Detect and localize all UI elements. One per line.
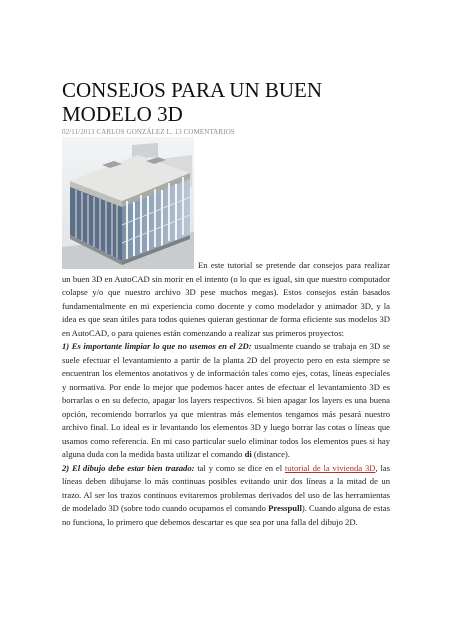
tip-2-text-c: ). Cuando alguna de estas no funciona, lo primero que debemos descartar es que sea por una falla del dibujo 2D.	[62, 503, 390, 527]
building-render-graphic	[62, 137, 194, 269]
tip-1-text: usualmente cuando se trabaja en 3D se suele efectuar el levantamiento a partir de la planta 2D del proyecto pero en esta siempre se encuentran los elementos anotativos y de información tales como ejes, cotas, líneas especiales y normativa. Por ende lo mejor que podemos hacer antes de efectuar el levantamiento 3D es borrarlas o en su defecto, apagar los layers respectivos. Si bien apagar los layers es una buena opción, recomiendo borrarlos ya que mientras más elementos tengamos más pesará nuestro archivo final. Lo ideal es ir levantando los elementos 3D y luego borrar las cotas o líneas que usamos como referencia. En mi caso particular suelo eliminar todos los elementos pues si hay alguna duda con la medida basta utilizar el comando	[62, 341, 390, 459]
tip-2-text-b: , las líneas deben dibujarse lo más continuas posibles evitando unir dos líneas a la mitad de un trazo. Al ser los trazos continuos evitaremos problemas derivados del uso de las herramientas de modelado 3D (sobre todo cuando ocupamos el comando	[62, 462, 390, 513]
tip-2-command: Presspull	[268, 503, 302, 513]
article-body	[62, 259, 390, 529]
tip-1-command: di	[244, 449, 252, 459]
article-title: CONSEJOS PARA UN BUEN MODELO 3D	[62, 78, 323, 126]
intro-paragraph: En este tutorial se pretende dar consejos para realizar un buen 3D en AutoCAD sin morir en el intento (o lo que es igual, sin que nuestro computador colapse y/o que nuestro archivo 3D pese muchos megas). Estos consejos están basados fundamentalmente en mi experiencia como docente y como modelador y animador 3D, y la idea es que sean útiles para todos quienes quieran gestionar de forma eficiente sus modelos 3D en AutoCAD, o para quienes están comenzando a realizar sus primeros proyectos:	[62, 260, 390, 338]
tip-2-paragraph	[62, 462, 390, 530]
tip-2-heading: 2) El dibujo debe estar bien trazado:	[62, 462, 195, 473]
tip-1-paragraph	[62, 340, 390, 462]
article-meta: 02/11/2013 CARLOS GONZÁLEZ L. 13 COMENTARIOS	[62, 128, 235, 136]
building-render-image	[62, 137, 194, 269]
tip-2-text-a: tal y como se dice en el	[194, 462, 285, 473]
tip-1-heading: 1) Es importante limpiar lo que no usemos en el 2D:	[62, 341, 252, 351]
vivienda-tutorial-link[interactable]: tutorial de la vivienda 3D	[284, 462, 376, 473]
tip-1-end: (distance).	[251, 449, 290, 459]
